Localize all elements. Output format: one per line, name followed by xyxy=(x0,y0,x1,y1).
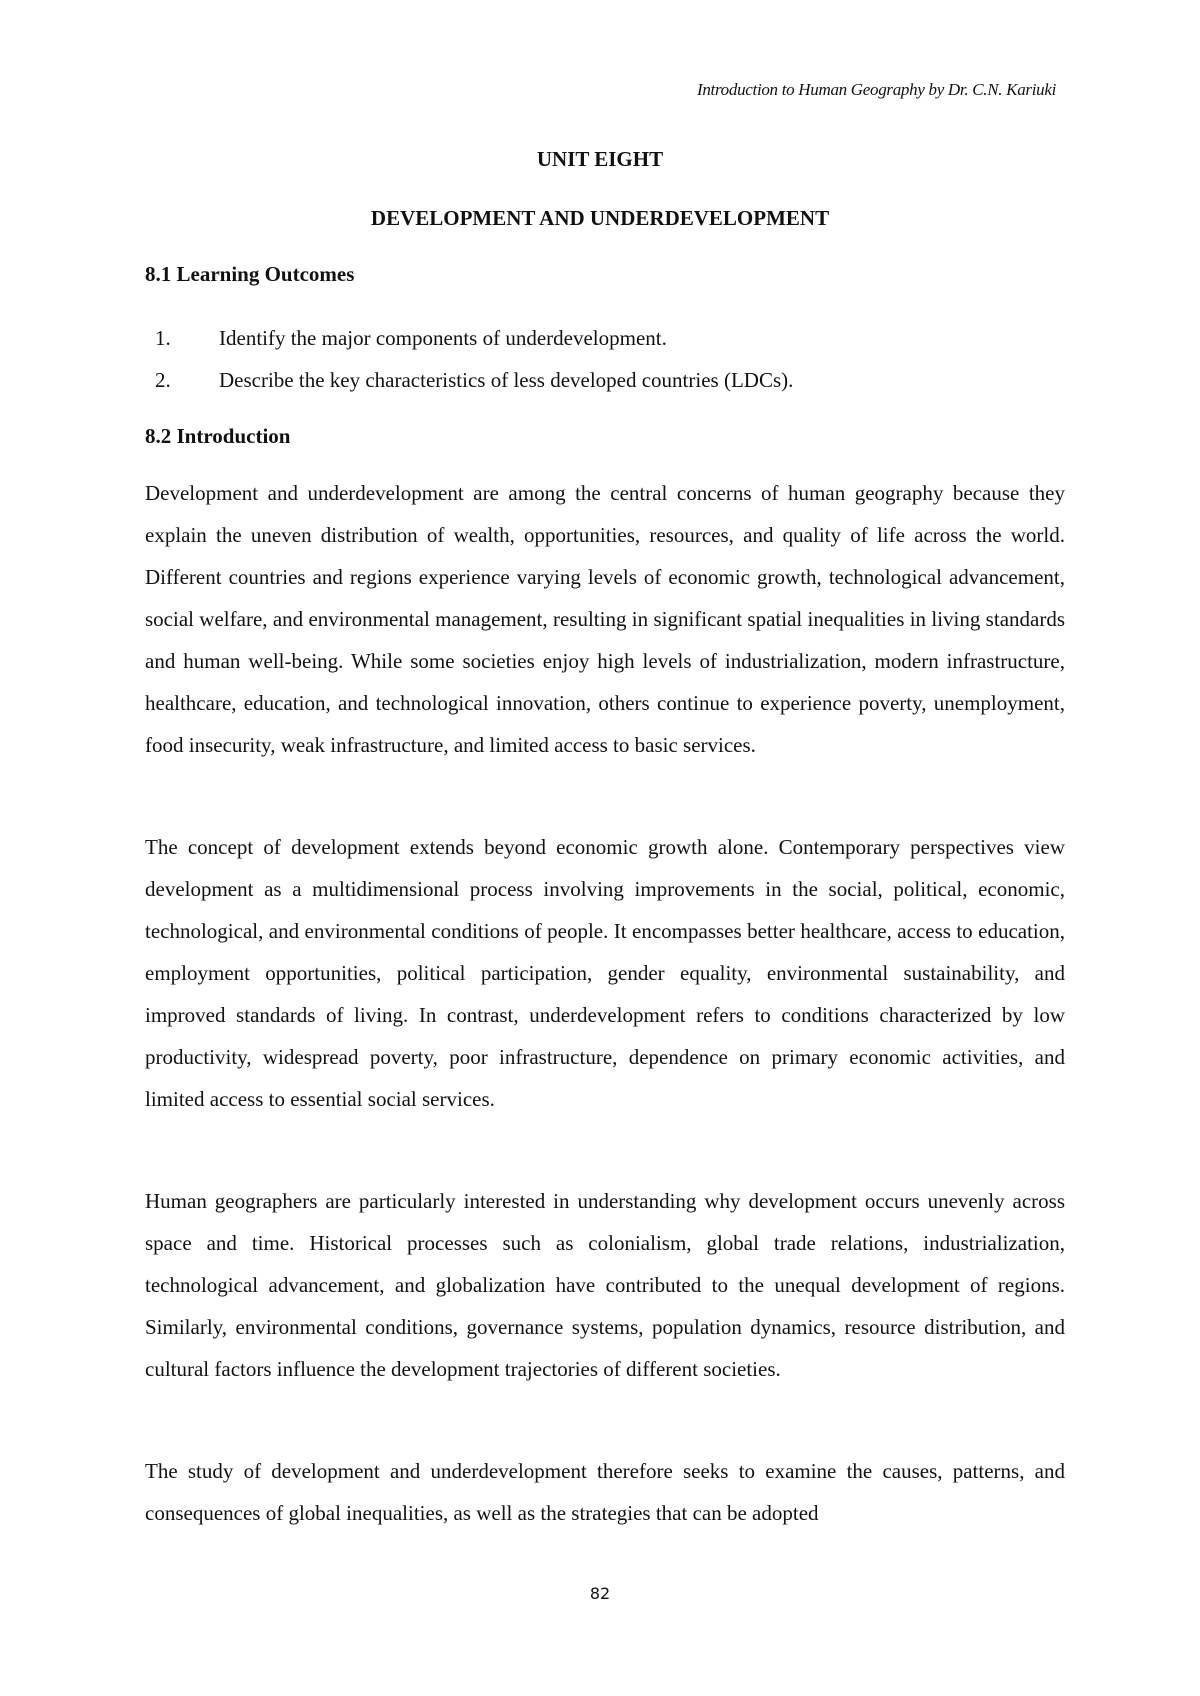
intro-paragraph-3: Human geographers are particularly interested in understanding why development occurs unevenly across space and time. Historical processes such as colonialism, global trade relations, industrialization, technological advancement, and globalization have contributed to the unequal development of regions. Similarly, environmental conditions, governance systems, population dynamics, resource distribution, and cultural factors influence the development trajectories of different societies. xyxy=(145,1189,1065,1381)
intro-paragraph-1: Development and underdevelopment are among the central concerns of human geography because they explain the uneven distribution of wealth, opportunities, resources, and quality of life across the world. Different countries and regions experience varying levels of economic growth, technological advancement, social welfare, and environmental management, resulting in significant spatial inequalities in living standards and human well-being. While some societies enjoy high levels of industrialization, modern infrastructure, healthcare, education, and technological innovation, others continue to experience poverty, unemployment, food insecurity, weak infrastructure, and limited access to basic services. xyxy=(145,481,1065,757)
learning-outcomes-list xyxy=(145,321,1065,405)
intro-paragraph-4: The study of development and underdevelopment therefore seeks to examine the causes, patterns, and consequences of global inequalities, as well as the strategies that can be adopted xyxy=(145,1459,1065,1525)
unit-title: UNIT EIGHT xyxy=(536,147,664,171)
list-item xyxy=(145,321,1065,363)
intro-paragraph-2: The concept of development extends beyond economic growth alone. Contemporary perspectives view development as a multidimensional process involving improvements in the social, political, economic, technological, and environmental conditions of people. It encompasses better healthcare, access to education, employment opportunities, political participation, gender equality, environmental sustainability, and improved standards of living. In contrast, underdevelopment refers to conditions characterized by low productivity, widespread poverty, poor infrastructure, dependence on primary economic activities, and limited access to essential social services. xyxy=(145,835,1065,1111)
list-item-number: 2. xyxy=(155,368,171,392)
list-item-text: Describe the key characteristics of less developed countries (LDCs). xyxy=(219,368,794,392)
list-item-number: 1. xyxy=(155,326,171,350)
running-header: Introduction to Human Geography by Dr. C.N. Kariuki xyxy=(697,80,1056,99)
page-number: 82 xyxy=(589,1584,611,1603)
list-item xyxy=(145,363,1065,405)
section-heading-learning-outcomes: 8.1 Learning Outcomes xyxy=(145,262,355,286)
list-item-text: Identify the major components of underdevelopment. xyxy=(219,326,667,350)
chapter-title: DEVELOPMENT AND UNDERDEVELOPMENT xyxy=(370,206,830,230)
section-heading-introduction: 8.2 Introduction xyxy=(145,424,291,448)
